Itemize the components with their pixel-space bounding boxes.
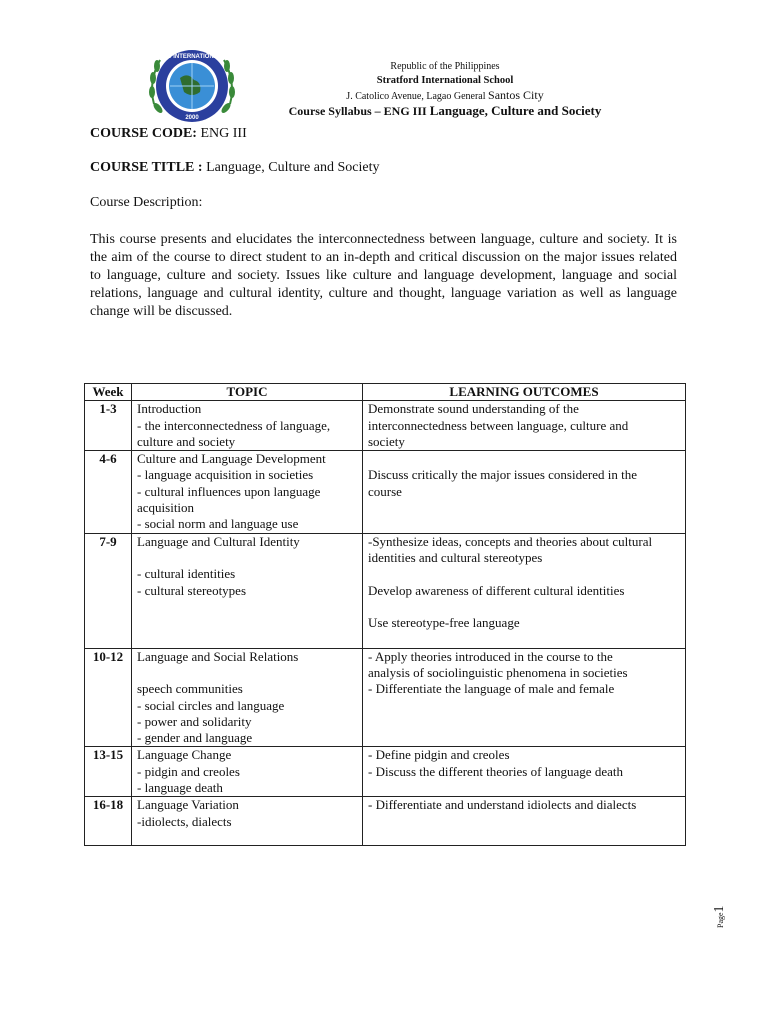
topic-line: - pidgin and creoles — [137, 763, 240, 779]
topic-cell — [132, 797, 363, 846]
topic-cell — [132, 648, 363, 747]
table-body — [85, 401, 686, 846]
outcomes-line: Use stereotype-free language — [368, 615, 520, 631]
week-cell: 13-15 — [85, 747, 132, 797]
school-logo — [135, 42, 249, 130]
week-cell: 16-18 — [85, 797, 132, 846]
logo-ring-text: STRATFORD INTERNATIONAL SCHOOL — [135, 54, 249, 60]
topic-line: - cultural identities — [137, 566, 236, 582]
topic-line: - gender and language — [137, 730, 253, 746]
logo-year: 2000 — [185, 115, 199, 121]
table-header-row — [85, 384, 686, 401]
topic-line: Language Change — [137, 747, 232, 763]
outcomes-line: society — [368, 433, 405, 449]
topic-line: Culture and Language Development — [137, 451, 326, 467]
topic-line: - the interconnectedness of language, — [137, 417, 331, 433]
topic-line: - cultural influences upon language — [137, 483, 321, 499]
table-row — [85, 401, 686, 451]
topic-cell — [132, 533, 363, 648]
outcomes-line: - Define pidgin and creoles — [368, 747, 510, 763]
outcomes-line: - Discuss the different theories of language death — [368, 763, 623, 779]
syllabus-heading: Course Syllabus – ENG III Language, Culture and Society — [288, 103, 602, 118]
page-number: Page1 — [712, 905, 727, 928]
topic-cell — [132, 747, 363, 797]
topic-cell — [132, 401, 363, 451]
topic-line: - language death — [137, 780, 223, 796]
outcomes-cell — [363, 401, 686, 451]
table-row — [85, 648, 686, 747]
outcomes-cell — [363, 533, 686, 648]
topic-line: acquisition — [137, 500, 195, 516]
topic-line: -idiolects, dialects — [137, 813, 232, 829]
outcomes-cell — [363, 747, 686, 797]
outcomes-line: Discuss critically the major issues considered in the — [368, 467, 637, 483]
school-name: Stratford International School — [376, 75, 514, 86]
week-cell: 7-9 — [85, 533, 132, 648]
topic-line: - cultural stereotypes — [137, 582, 247, 598]
outcomes-cell — [363, 451, 686, 533]
syllabus-table — [84, 383, 686, 846]
topic-line: Language and Social Relations — [137, 648, 299, 664]
course-description-label: Course Description: — [90, 195, 203, 210]
outcomes-line: Demonstrate sound understanding of the — [368, 401, 579, 417]
week-header: Week — [85, 384, 132, 401]
topic-line: - social circles and language — [137, 697, 285, 713]
topic-line: culture and society — [137, 433, 236, 449]
outcomes-line: identities and cultural stereotypes — [368, 549, 543, 565]
week-cell: 10-12 — [85, 648, 132, 747]
course-description: This course presents and elucidates the interconnectedness between language, culture and society. It is the aim of the course to direct student to an in-depth and critical discussion on the major issues related to language, culture and society. Issues like culture and language development, language and social relations, language and cultural identity, culture and thought, language variation as well as language change will be discussed. — [90, 232, 677, 319]
school-address: J. Catolico Avenue, Lagao General Santos City — [346, 88, 544, 102]
outcomes-line: interconnectedness between language, culture and — [368, 417, 629, 433]
outcomes-line: Develop awareness of different cultural identities — [368, 582, 625, 598]
table-row — [85, 797, 686, 846]
course-code: COURSE CODE: ENG III — [90, 126, 247, 141]
outcomes-line: - Apply theories introduced in the course to the — [368, 648, 613, 664]
outcomes-line: -Synthesize ideas, concepts and theories about cultural — [368, 533, 653, 549]
outcomes-line: course — [368, 483, 402, 499]
topic-header: TOPIC — [132, 384, 363, 401]
school-header-text — [230, 60, 660, 118]
topic-line: Language Variation — [137, 797, 239, 813]
week-cell: 4-6 — [85, 451, 132, 533]
outcomes-cell — [363, 648, 686, 747]
topic-line: - language acquisition in societies — [137, 467, 314, 483]
outcomes-line: - Differentiate and understand idiolects and dialects — [368, 797, 637, 813]
outcomes-line: - Differentiate the language of male and female — [368, 681, 615, 697]
table-row — [85, 747, 686, 797]
outcomes-line: analysis of sociolinguistic phenomena in societies — [368, 664, 628, 680]
topic-cell — [132, 451, 363, 533]
topic-line: - social norm and language use — [137, 516, 299, 532]
topic-line: Language and Cultural Identity — [137, 533, 300, 549]
topic-line: Introduction — [137, 401, 202, 417]
topic-line: - power and solidarity — [137, 713, 252, 729]
topic-line: speech communities — [137, 681, 243, 697]
outcomes-cell — [363, 797, 686, 846]
table-row — [85, 533, 686, 648]
outcomes-header: LEARNING OUTCOMES — [363, 384, 686, 401]
course-title: COURSE TITLE : Language, Culture and Society — [90, 160, 380, 175]
week-cell: 1-3 — [85, 401, 132, 451]
table-row — [85, 451, 686, 533]
republic-line: Republic of the Philippines — [390, 61, 500, 72]
